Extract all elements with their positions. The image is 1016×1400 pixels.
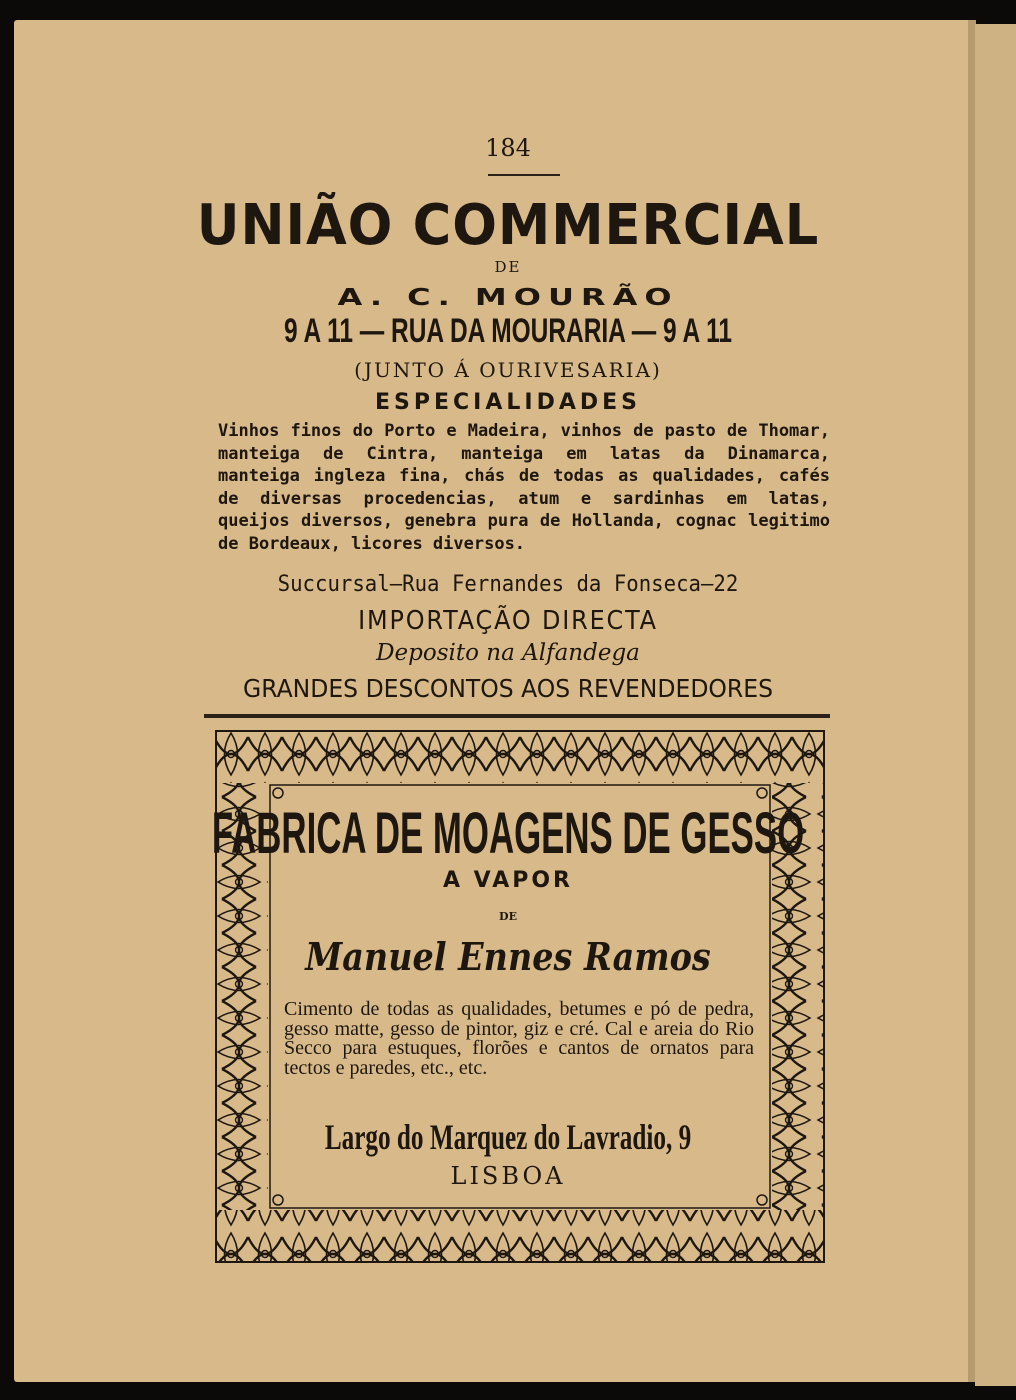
ad1-especialidades-heading: ESPECIALIDADES bbox=[374, 390, 641, 415]
ad1-title: UNIÃO COMMERCIAL bbox=[196, 193, 820, 258]
ad2-city: LISBOA bbox=[450, 1162, 566, 1190]
ad1-succursal: Succursal—Rua Fernandes da Fonseca—22 bbox=[277, 572, 739, 597]
ad1-location-note: (JUNTO Á OURIVESARIA) bbox=[354, 358, 662, 382]
ad2-body-text: Cimento de todas as qualidades, betumes e pó de pedra, gesso matte, gesso de pintor, giz e cré. Cal e areia do Rio Secco para estuques, florões e cantos de ornatos para tectos e paredes, etc., etc. bbox=[284, 998, 754, 1079]
ad1-grandes-descontos: GRANDES DESCONTOS AOS REVENDEDORES bbox=[242, 674, 774, 703]
section-divider bbox=[204, 714, 830, 718]
ad1-owner-name: A. C. MOURÃO bbox=[337, 283, 679, 311]
ad1-address: 9 A 11 — RUA DA MOURARIA — 9 A 11 bbox=[284, 312, 732, 350]
ad1-body-text: Vinhos finos do Porto e Madeira, vinhos de pasto de Thomar, manteiga de Cintra, manteiga em latas da Dinamarca, manteiga ingleza fina, chás de todas as qualidades, cafés de diversas procedencias, atum e sardinhas em latas, queijos diversos, genebra pura de Hollanda, cognac legitimo de Bordeaux, licores diversos. bbox=[218, 421, 830, 554]
page-number-rule bbox=[488, 174, 560, 176]
ad2-owner-name: Manuel Ennes Ramos bbox=[305, 934, 711, 979]
page-number: 184 bbox=[485, 134, 531, 162]
ad2-title: FABRICA DE MOAGENS DE GESSO bbox=[211, 801, 805, 866]
ad1-deposito: Deposito na Alfandega bbox=[376, 640, 640, 666]
ad1-importacao: IMPORTAÇÃO DIRECTA bbox=[358, 606, 658, 636]
ad2-de: DE bbox=[499, 910, 517, 923]
ad2-a-vapor: A VAPOR bbox=[442, 868, 573, 893]
ad1-de: DE bbox=[494, 258, 522, 276]
ad2-address: Largo do Marquez do Lavradio, 9 bbox=[324, 1117, 692, 1157]
